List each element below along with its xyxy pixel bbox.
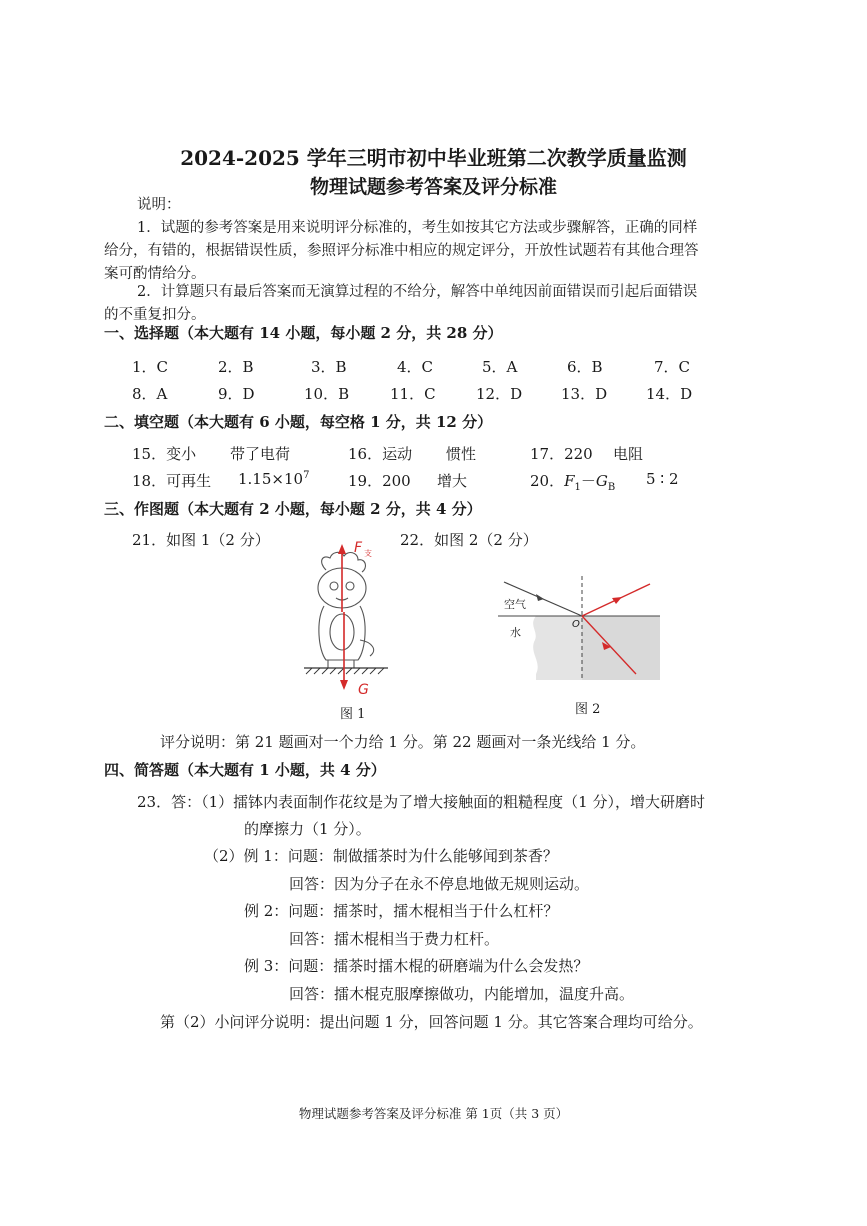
ground-hatch: [306, 668, 384, 674]
page-title: 2024-2025 学年三明市初中毕业班第二次教学质量监测: [180, 146, 687, 170]
choice-answer: 4．C: [397, 358, 434, 376]
fill-answer-18: 18．可再生: [132, 472, 212, 490]
section-3-scoring-note: 评分说明：第 21 题画对一个力给 1 分。第 22 题画对一条光线给 1 分。: [160, 733, 646, 751]
note-1-line-1: 1．试题的参考答案是用来说明评分标准的，考生如按其它方法或步骤解答，正确的同样: [137, 220, 698, 236]
choice-answer: 11．C: [390, 385, 436, 403]
choice-answer: 13．D: [561, 385, 608, 403]
fill-answer-20b: 5 ∶ 2: [646, 470, 679, 488]
dragon-eye-shape: [330, 582, 338, 590]
dragon-feet-shape: [328, 660, 354, 668]
fill-answer-18b: $1.15\times 10^7$: [238, 470, 310, 488]
section-2-heading: 二、填空题（本大题有 6 小题，每空格 1 分，共 12 分）: [104, 413, 493, 431]
page-subtitle: 物理试题参考答案及评分标准: [309, 176, 557, 198]
support-force-label: F: [354, 540, 363, 556]
drawing-answer-22: 22．如图 2（2 分）: [400, 531, 538, 549]
choice-answer: 5．A: [482, 358, 518, 376]
figure-1-caption: 图 1: [340, 707, 366, 722]
gravity-label: G: [358, 682, 369, 698]
note-1-line-2: 给分，有错的，根据错误性质，参照评分标准中相应的规定评分，开放性试题若有其他合理答: [104, 243, 699, 259]
incident-ray-arrowhead: [536, 594, 544, 601]
fill-answer-17b: 电阻: [613, 445, 644, 463]
example-1-question: （2）例 1：问题：制做擂茶时为什么能够闻到茶香？: [204, 847, 558, 865]
page-footer: 物理试题参考答案及评分标准 第 1页（共 3 页）: [298, 1106, 569, 1121]
figure-2-light-diagram: [496, 570, 662, 682]
fill-answer-15b: 带了电荷: [230, 445, 291, 463]
support-force-arrowhead: [338, 544, 346, 554]
example-3-answer: 回答：擂木棍克服摩擦做功，内能增加，温度升高。: [289, 985, 635, 1003]
figure-1-force-diagram: [296, 540, 396, 700]
choice-answer: 2．B: [218, 358, 254, 376]
choice-answer: 6．B: [567, 358, 603, 376]
choice-row-1: [132, 356, 690, 377]
section-1-heading: 一、选择题（本大题有 14 小题，每小题 2 分，共 28 分）: [104, 324, 503, 342]
choice-answer: 14．D: [646, 385, 693, 403]
note-1-line-3: 案可酌情给分。: [104, 266, 206, 282]
figure-2-caption: 图 2: [575, 702, 601, 717]
answer-23-line-1: 23．答：（1）擂钵内表面制作花纹是为了增大接触面的粗糙程度（1 分），增大研磨时: [137, 793, 705, 811]
incidence-point-label: O: [572, 619, 580, 630]
notes-heading: 说明：: [137, 197, 181, 213]
fill-answer-17: 17．220: [530, 445, 593, 463]
choice-answer: 1．C: [132, 358, 169, 376]
answer-23-line-2: 的摩擦力（1 分）。: [244, 820, 371, 838]
choice-answer: 8．A: [132, 385, 168, 403]
fill-answer-15: 15．变小: [132, 445, 197, 463]
choice-answer: 9．D: [218, 385, 255, 403]
choice-answer: 12．D: [476, 385, 523, 403]
choice-row-2: [132, 383, 692, 404]
fill-answer-19: 19．200: [348, 472, 411, 490]
air-label: 空气: [504, 598, 526, 611]
example-1-answer: 回答：因为分子在永不停息地做无规则运动。: [289, 875, 590, 893]
note-2-line-2: 的不重复扣分。: [104, 307, 206, 323]
water-region: [582, 616, 660, 680]
choice-answer: 10．B: [304, 385, 350, 403]
note-2-line-1: 2．计算题只有最后答案而无演算过程的不给分，解答中单纯因前面错误而引起后面错误: [137, 284, 698, 300]
fill-answer-16b: 惯性: [446, 445, 477, 463]
section-4-heading: 四、简答题（本大题有 1 小题，共 4 分）: [104, 761, 386, 779]
choice-answer: 7．C: [654, 358, 691, 376]
support-force-subscript: 支: [364, 549, 372, 558]
choice-answer: 3．B: [311, 358, 347, 376]
section-4-scoring-note: 第（2）小问评分说明：提出问题 1 分，回答问题 1 分。其它答案合理均可给分。: [160, 1013, 703, 1031]
gravity-arrowhead: [340, 680, 348, 690]
dragon-belly-shape: [330, 614, 354, 650]
example-3-question: 例 3：问题：擂茶时擂木棍的研磨端为什么会发热？: [244, 957, 589, 975]
fill-answer-16: 16．运动: [348, 445, 413, 463]
drawing-answer-21: 21．如图 1（2 分）: [132, 531, 270, 549]
example-2-answer: 回答：擂木棍相当于费力杠杆。: [289, 930, 500, 948]
section-3-heading: 三、作图题（本大题有 2 小题，每小题 2 分，共 4 分）: [104, 500, 482, 518]
fill-answer-19b: 增大: [437, 472, 468, 490]
example-2-question: 例 2：问题：擂茶时，擂木棍相当于什么杠杆？: [244, 902, 559, 920]
dragon-eye-shape: [346, 582, 354, 590]
fill-answer-20: 20．$F_1-G_B$: [530, 472, 616, 493]
water-label: 水: [510, 626, 521, 639]
